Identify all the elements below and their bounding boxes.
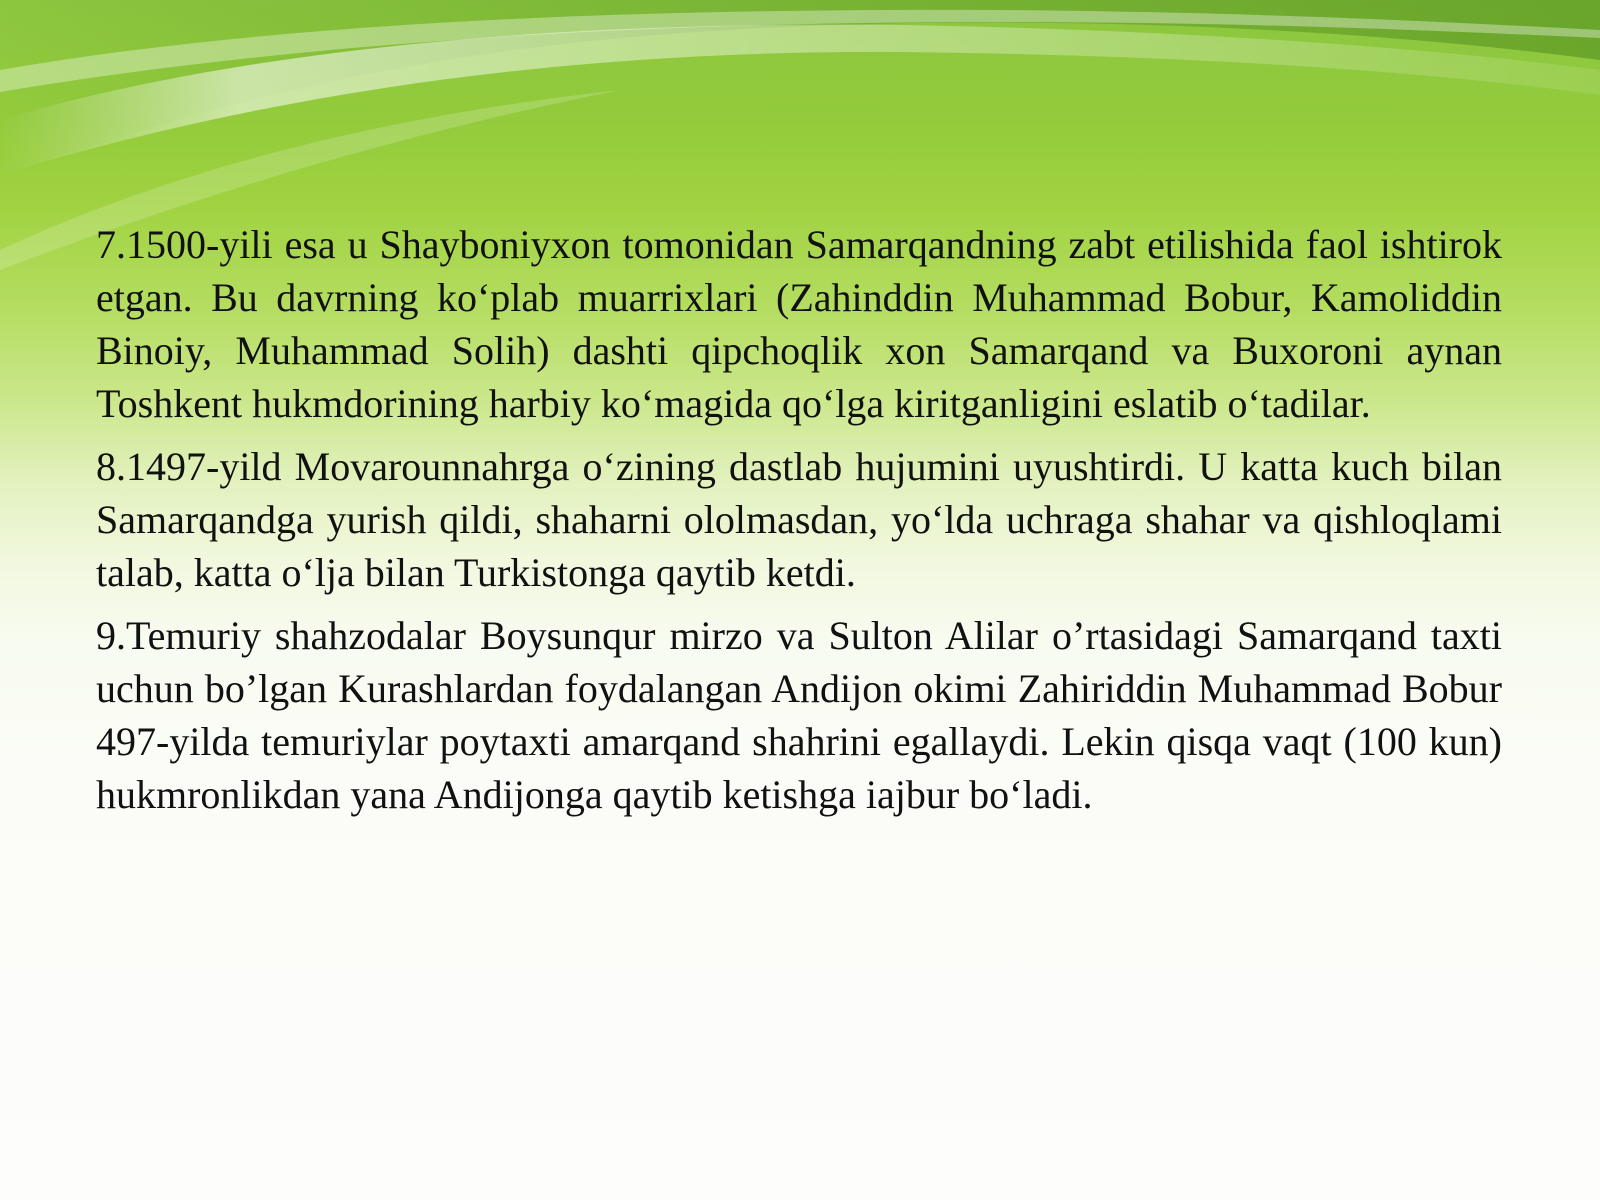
paragraph-7: 7.1500-yili esa u Shayboniyxon tomonidan Samarqandning zabt etilishida faol ishtirok etgan. Bu davrning ko‘plab muarrixlari (Zahinddin Muhammad Bobur, Kamoliddin Binoiy, Muhammad Solih) dashti qipchoqlik xon Samarqand va Buxoroni aynan Toshkent hukmdorining harbiy ko‘magida qo‘lga kiritganligini eslatib o‘tadilar. xyxy=(96,222,1502,426)
slide-body xyxy=(96,218,1502,831)
paragraph-9: 9.Temuriy shahzodalar Boysunqur mirzo va Sulton Alilar o’rtasidagi Samarqand taxti uchun bo’lgan Kurashlardan foydalangan Andijon okimi Zahiriddin Muhammad Bobur 497-yilda temuriylar poytaxti amarqand shahrini egallaydi. Lekin qisqa vaqt (100 kun) hukmronlikdan yana Andijonga qaytib ketishga iajbur bo‘ladi. xyxy=(96,613,1502,817)
paragraph-8: 8.1497-yild Movarounnahrga o‘zining dastlab hujumini uyushtirdi. U katta kuch bilan Samarqandga yurish qildi, shaharni ololmasdan, yo‘lda uchraga shahar va qishloqlami talab, katta o‘lja bilan Turkistonga qaytib ketdi. xyxy=(96,444,1502,595)
